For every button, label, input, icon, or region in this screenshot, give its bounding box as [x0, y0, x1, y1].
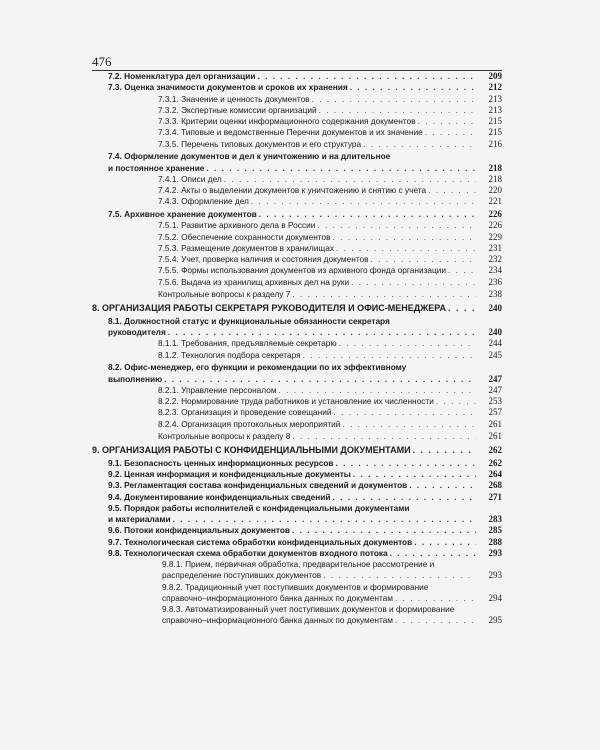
toc-entry-page: 283 — [488, 514, 502, 524]
toc-entry-title-line: 7.4. Оформление документов и дел к уничтожению и на длительное — [108, 151, 391, 162]
dot-leader — [339, 338, 476, 349]
toc-entry-title: 7.3.3. Критерии оценки информационного содержания документов — [158, 116, 416, 126]
dot-leader — [206, 163, 476, 174]
toc-entry-title-line: 9.5. Порядок работы исполнителей с конфиденциальными документами — [108, 502, 410, 513]
toc-entry-page: 234 — [488, 265, 502, 276]
toc-entry — [92, 492, 502, 503]
toc-entry-page: 294 — [488, 592, 502, 603]
toc-entry — [92, 185, 502, 196]
toc-entry-page: 240 — [488, 303, 502, 313]
toc-entry — [92, 458, 502, 469]
toc-entry-page: 216 — [488, 138, 502, 149]
toc-entry — [92, 480, 502, 491]
toc-entry — [92, 419, 502, 430]
toc-entry — [92, 362, 502, 385]
toc-entry-title: 7.3.1. Значение и ценность документов — [158, 93, 310, 104]
toc-entry — [92, 243, 502, 254]
toc-entry-title: 7.3.2. Экспертные комиссии организаций — [158, 104, 317, 115]
dot-leader — [323, 570, 476, 581]
toc-entry-title: 9.7. Технологическая система обработки конфиденциальных документов — [108, 536, 413, 547]
toc-entry — [92, 303, 502, 314]
toc-entry-row — [162, 615, 502, 626]
toc-entry-title: 7.4.2. Акты о выделении документов к уничтожению и снятию с учета — [158, 185, 427, 195]
toc-entry-page: 285 — [488, 525, 502, 536]
dot-leader — [448, 265, 476, 276]
dot-leader — [395, 615, 476, 626]
toc-entry-row — [108, 514, 502, 525]
toc-entry-title: 9.1. Безопасность ценных информационных ресурсов — [108, 457, 334, 468]
toc-entry-row — [158, 174, 502, 185]
toc-entry-title: 8.1.1. Требования, предъявляемые секретарю — [158, 338, 337, 349]
dot-leader — [363, 139, 476, 150]
toc-entry-page: 257 — [488, 407, 502, 418]
toc-entry-page: 240 — [488, 327, 502, 337]
toc-entry-row — [108, 492, 502, 503]
toc-entry-title: справочно–информационного банка данных по документам — [162, 615, 393, 626]
toc-entry-row — [108, 327, 502, 338]
toc-entry-page: 221 — [488, 196, 502, 207]
toc-entry-title: руководителя — [108, 327, 166, 337]
toc-entry-title: распределение поступивших документов — [162, 570, 322, 581]
toc-entry-row — [108, 469, 502, 480]
toc-entry-row — [158, 431, 502, 442]
dot-leader — [390, 548, 476, 559]
toc-entry-title: 8.2.2. Нормирование труда работников и установление их численности — [158, 396, 434, 406]
toc-entry — [92, 127, 502, 138]
toc-entry-title: 7.4.3. Оформление дел — [158, 196, 249, 207]
toc-entry-row — [108, 374, 502, 385]
toc-entry-row — [158, 185, 502, 196]
toc-entry-title: 7.4.1. Описи дел — [158, 173, 222, 184]
toc-entry-row — [158, 254, 502, 265]
toc-entry-page: 231 — [488, 242, 502, 253]
toc-entry-page: 247 — [488, 373, 502, 384]
toc-entry — [92, 385, 502, 396]
dot-leader — [332, 492, 476, 503]
toc-entry — [92, 289, 502, 300]
toc-entry-title: 7.5. Архивное хранение документов — [108, 209, 257, 219]
toc-entry-row — [108, 537, 502, 548]
toc-entry-page: 293 — [488, 570, 502, 581]
toc-entry-page: 244 — [488, 338, 502, 349]
dot-leader — [168, 327, 476, 338]
dot-leader — [164, 374, 476, 385]
toc-entry-row — [158, 407, 502, 418]
toc-entry-row — [158, 419, 502, 430]
dot-leader — [333, 232, 476, 243]
toc-entry-row — [92, 303, 502, 314]
toc-entry-row — [158, 338, 502, 349]
dot-leader — [317, 220, 476, 231]
toc-entry-page: 209 — [488, 71, 502, 81]
toc-entry-title: 7.5.5. Формы использования документов из архивного фонда организации — [158, 265, 447, 276]
toc-entry — [92, 525, 502, 536]
dot-leader — [436, 396, 476, 407]
toc-entry-page: 288 — [488, 536, 502, 547]
toc-entry-page: 226 — [488, 220, 502, 231]
dot-leader — [292, 525, 476, 536]
toc-entry — [92, 254, 502, 265]
toc-entry-page: 245 — [488, 349, 502, 360]
toc-entry-page: 253 — [488, 396, 502, 406]
toc-entry-page: 261 — [488, 418, 502, 429]
dot-leader — [292, 431, 476, 442]
toc-entry-title: 8. ОРГАНИЗАЦИЯ РАБОТЫ СЕКРЕТАРЯ РУКОВОДИТЕЛЯ И ОФИС-МЕНЕДЖЕРА — [92, 303, 447, 313]
toc-entry-title: 7.5.1. Развитие архивного дела в России — [158, 220, 316, 231]
table-of-contents — [92, 71, 502, 627]
toc-entry-row — [158, 94, 502, 105]
toc-entry-title: и постоянное хранение — [108, 162, 205, 173]
toc-entry — [92, 82, 502, 93]
toc-entry-title-line: 9.8.1. Прием, первичная обработка, предварительное рассмотрение и — [162, 559, 435, 569]
toc-entry-page: 213 — [488, 93, 502, 104]
toc-entry-row — [108, 480, 502, 491]
toc-entry — [92, 445, 502, 456]
toc-entry-row — [158, 265, 502, 276]
toc-entry-title: 9. ОРГАНИЗАЦИЯ РАБОТЫ С КОНФИДЕНЦИАЛЬНЫМИ ДОКУМЕНТАМИ — [92, 445, 411, 455]
toc-entry-title: 9.3. Регламентация состава конфиденциальных сведений и документов — [108, 480, 408, 491]
dot-leader — [251, 196, 476, 207]
dot-leader — [292, 289, 476, 300]
toc-entry — [92, 105, 502, 116]
dot-leader — [336, 458, 476, 469]
dot-leader — [173, 514, 476, 525]
toc-entry-title: 9.4. Документирование конфиденциальных сведений — [108, 491, 331, 502]
dot-leader — [353, 469, 476, 480]
toc-entry-page: 213 — [488, 104, 502, 115]
toc-entry-row — [162, 570, 502, 581]
toc-entry-title: 7.5.2. Обеспечение сохранности документов — [158, 231, 331, 242]
toc-entry-page: 238 — [488, 289, 502, 300]
dot-leader — [448, 303, 476, 314]
dot-leader — [395, 593, 476, 604]
toc-entry — [92, 277, 502, 288]
toc-entry-row — [108, 525, 502, 536]
toc-entry — [92, 548, 502, 559]
toc-entry-row — [108, 163, 502, 174]
toc-entry — [92, 151, 502, 174]
toc-entry-row — [158, 139, 502, 150]
toc-entry-page: 218 — [488, 162, 502, 173]
toc-entry-page: 232 — [488, 254, 502, 264]
toc-entry — [92, 559, 502, 582]
toc-entry — [92, 220, 502, 231]
toc-entry-page: 295 — [488, 615, 502, 626]
dot-leader — [414, 537, 476, 548]
toc-entry — [92, 537, 502, 548]
toc-entry-row — [158, 116, 502, 127]
toc-entry-title: 7.3.4. Типовые и ведомственные Перечни документов и их значение — [158, 127, 423, 138]
dot-leader — [351, 277, 476, 288]
dot-leader — [312, 94, 476, 105]
toc-entry-title-line: 8.2. Офис-менеджер, его функции и рекомендации по их эффективному — [108, 362, 407, 373]
toc-entry-title: 7.2. Номенклатура дел организации — [108, 71, 256, 81]
toc-entry-title: 9.2. Ценная информация и конфиденциальные документы — [108, 469, 351, 479]
dot-leader — [418, 116, 476, 127]
toc-entry-title-line: 8.1. Должностной статус и функциональные обязанности секретаря — [108, 315, 390, 326]
toc-entry-row — [158, 105, 502, 116]
toc-entry — [92, 582, 502, 605]
toc-entry-title: 7.3.5. Перечень типовых документов и его структура — [158, 138, 362, 149]
toc-entry-page: 236 — [488, 276, 502, 287]
toc-entry-title: 7.5.4. Учет, проверка наличия и состояния документов — [158, 254, 369, 264]
toc-entry — [92, 94, 502, 105]
toc-entry-title: Контрольные вопросы к разделу 8 — [158, 431, 291, 442]
dot-leader — [342, 419, 476, 430]
dot-leader — [371, 254, 476, 265]
toc-entry-title: и материалами — [108, 514, 171, 524]
toc-entry-page: 262 — [488, 445, 502, 455]
toc-entry — [92, 174, 502, 185]
toc-entry-title: выполнению — [108, 373, 163, 384]
toc-entry — [92, 71, 502, 82]
toc-entry-row — [158, 289, 502, 300]
toc-entry-title-line: 9.8.2. Традиционный учет поступивших документов и формирование — [162, 581, 429, 592]
toc-entry-row — [158, 396, 502, 407]
toc-entry — [92, 469, 502, 480]
toc-entry — [92, 503, 502, 526]
toc-entry-page: 215 — [488, 127, 502, 138]
toc-entry-title: 8.2.4. Организация протокольных мероприятий — [158, 418, 341, 429]
toc-entry-row — [158, 243, 502, 254]
toc-entry-title: 8.2.1. Управление персоналом — [158, 384, 277, 395]
toc-entry — [92, 338, 502, 349]
toc-entry-row — [162, 593, 502, 604]
toc-entry-row — [158, 220, 502, 231]
toc-entry-title: справочно–информационного банка данных по документам — [162, 592, 393, 603]
toc-entry-row — [158, 196, 502, 207]
dot-leader — [350, 82, 476, 93]
toc-entry-row — [158, 385, 502, 396]
toc-entry-row — [158, 277, 502, 288]
toc-entry-page: 268 — [488, 480, 502, 491]
dot-leader — [334, 407, 477, 418]
toc-entry-title: 8.2.3. Организация и проведение совещаний — [158, 407, 332, 418]
toc-entry-page: 293 — [488, 547, 502, 558]
toc-entry-page: 229 — [488, 231, 502, 242]
toc-entry-title: 9.6. Потоки конфиденциальных документов — [108, 525, 291, 536]
toc-entry-title-line: 9.8.3. Автоматизированный учет поступивших документов и формирование — [162, 604, 455, 614]
dot-leader — [409, 480, 476, 491]
toc-entry-page: 218 — [488, 173, 502, 184]
toc-entry — [92, 350, 502, 361]
dot-leader — [259, 209, 476, 220]
toc-entry-page: 262 — [488, 457, 502, 468]
toc-entry-row — [108, 548, 502, 559]
page-number: 476 — [92, 54, 112, 69]
toc-entry-title: 7.3. Оценка значимости документов и сроков их хранения — [108, 82, 348, 93]
toc-entry-page: 220 — [488, 185, 502, 195]
dot-leader — [319, 105, 476, 116]
toc-entry-title: Контрольные вопросы к разделу 7 — [158, 289, 291, 300]
toc-entry-row — [92, 445, 502, 456]
dot-leader — [257, 71, 476, 82]
toc-entry-title: 7.5.6. Выдача из хранилищ архивных дел на руки — [158, 276, 350, 287]
dot-leader — [336, 243, 476, 254]
dot-leader — [413, 445, 476, 456]
toc-entry-page: 261 — [488, 431, 502, 442]
toc-entry-page: 212 — [488, 82, 502, 93]
dot-leader — [279, 385, 476, 396]
dot-leader — [224, 174, 476, 185]
toc-entry — [92, 196, 502, 207]
dot-leader — [303, 350, 476, 361]
toc-entry — [92, 265, 502, 276]
toc-entry-title: 7.5.3. Размещение документов в хранилищах — [158, 242, 334, 253]
dot-leader — [428, 185, 476, 196]
toc-entry — [92, 316, 502, 339]
toc-entry-page: 226 — [488, 209, 502, 219]
toc-entry-row — [158, 232, 502, 243]
toc-entry-row — [158, 127, 502, 138]
toc-entry — [92, 139, 502, 150]
toc-entry — [92, 396, 502, 407]
dot-leader — [425, 127, 476, 138]
toc-entry-row — [108, 458, 502, 469]
toc-entry-page: 271 — [488, 491, 502, 502]
toc-entry-row — [108, 71, 502, 82]
toc-entry — [92, 431, 502, 442]
toc-entry-title: 9.8. Технологическая схема обработки документов входного потока — [108, 547, 388, 558]
toc-entry — [92, 407, 502, 418]
toc-entry-row — [108, 209, 502, 220]
toc-entry — [92, 209, 502, 220]
toc-entry-row — [158, 350, 502, 361]
toc-entry-page: 264 — [488, 469, 502, 479]
toc-entry — [92, 604, 502, 627]
toc-entry-page: 247 — [488, 384, 502, 395]
toc-entry-page: 215 — [488, 116, 502, 126]
toc-entry-title: 8.1.2. Технология подбора секретаря — [158, 349, 301, 360]
toc-entry — [92, 116, 502, 127]
toc-entry — [92, 232, 502, 243]
toc-entry-row — [108, 82, 502, 93]
